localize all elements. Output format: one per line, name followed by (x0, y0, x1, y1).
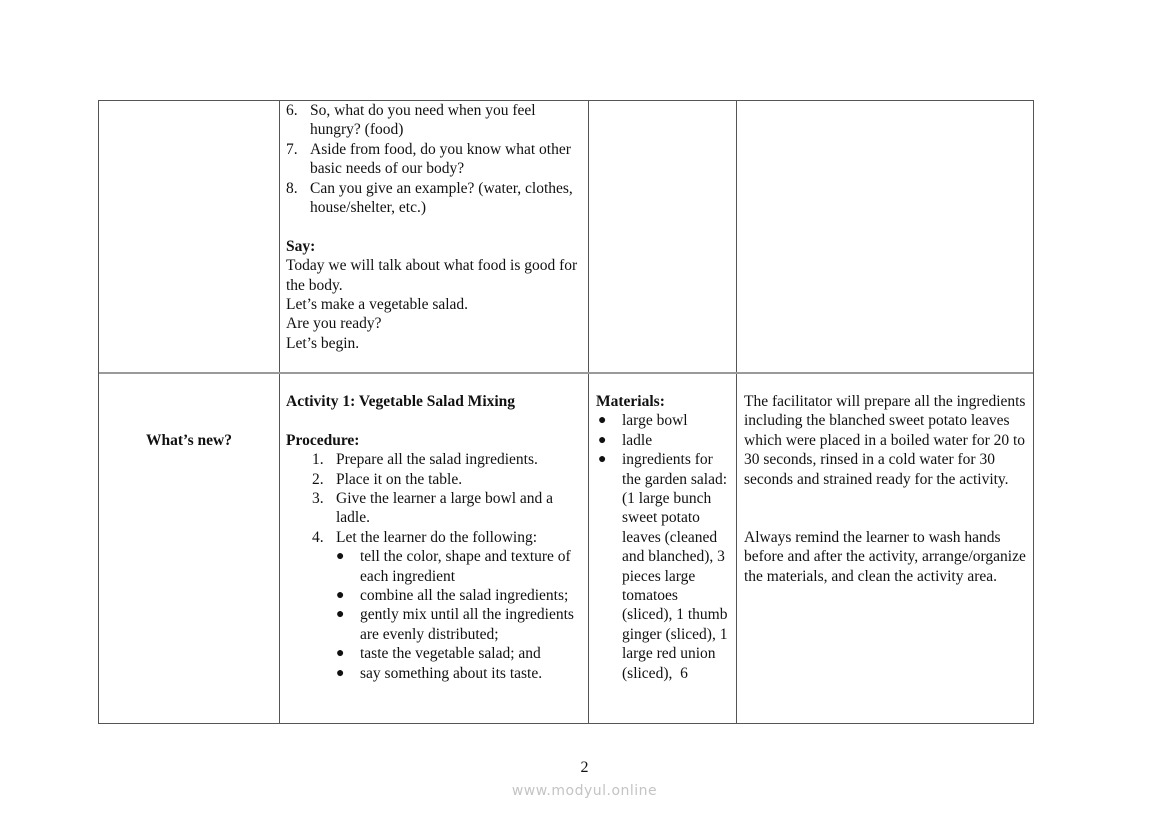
list-item (286, 140, 582, 179)
page-number: 2 (580, 759, 589, 776)
list-item (286, 528, 582, 547)
bullet-icon: ● (598, 452, 607, 468)
list-item (286, 470, 582, 489)
item-text: gently mix until all the ingredients are evenly distributed; (360, 606, 574, 643)
item-text: Prepare all the salad ingredients. (336, 451, 538, 469)
row1-procedure-cell (280, 101, 588, 353)
item-text: say something about its taste. (360, 664, 543, 682)
notes-cell (737, 392, 1033, 586)
list-item (286, 101, 582, 140)
say-line: Are you ready? (286, 315, 382, 333)
bullet-icon: ● (598, 413, 607, 429)
item-text: combine all the salad ingredients; (360, 587, 569, 605)
item-number: 8. (286, 179, 298, 197)
materials-cell (589, 392, 736, 683)
item-number: 4. (312, 528, 324, 546)
item-number: 1. (312, 451, 324, 469)
item-text: Let the learner do the following: (336, 528, 538, 546)
item-text: Can you give an example? (water, clothes, house/shelter, etc.) (310, 179, 573, 217)
say-label: Say: (286, 237, 316, 255)
bullet-icon: ● (336, 665, 345, 681)
bullet-icon: ● (336, 607, 345, 623)
material-item (596, 411, 732, 430)
say-line: Today we will talk about what food is good for the body. (286, 257, 578, 294)
question-list (286, 101, 582, 217)
material-item (596, 431, 732, 450)
item-text: large bowl (622, 412, 688, 430)
bullet-icon: ● (336, 588, 345, 604)
row-divider (99, 372, 1033, 374)
item-text: So, what do you need when you feel hungry? (food) (310, 102, 536, 139)
sub-list-item (286, 605, 582, 644)
item-text: Aside from food, do you know what other basic needs of our body? (310, 140, 571, 178)
item-text: taste the vegetable salad; and (360, 645, 541, 663)
item-text: Place it on the table. (336, 470, 463, 488)
bullet-icon: ● (336, 646, 345, 662)
material-item (596, 450, 732, 683)
sub-list-item (286, 664, 582, 683)
list-item (286, 450, 582, 469)
bullet-icon: ● (336, 549, 345, 565)
list-item (286, 489, 582, 528)
note-paragraph: The facilitator will prepare all the ingredients including the blanched sweet potato leaves which were placed in a boiled water for 20 to 30 seconds, rinsed in a cold water for 30 seconds and strained ready for the activity. (744, 393, 1026, 488)
item-text: tell the color, shape and texture of each ingredient (360, 548, 571, 585)
bullet-icon: ● (598, 432, 607, 448)
watermark: www.modyul.online (511, 783, 658, 799)
item-text: Give the learner a large bowl and a ladle. (336, 490, 554, 527)
row2-procedure-cell (280, 392, 588, 683)
list-item (286, 179, 582, 218)
item-text: ingredients for the garden salad: (1 large bunch sweet potato leaves (cleaned and blanched), 3 pieces large tomatoes (sliced), 1 thumb ginger (sliced), 1 large red union (sliced), 6 (622, 451, 732, 682)
sub-list-item (286, 586, 582, 605)
procedure-label: Procedure: (286, 431, 360, 449)
item-number: 3. (312, 490, 324, 508)
lesson-plan-table (98, 100, 1034, 724)
activity-title: Activity 1: Vegetable Salad Mixing (286, 393, 516, 410)
row-label: What’s new? (146, 432, 232, 449)
say-line: Let’s begin. (286, 334, 360, 352)
note-paragraph: Always remind the learner to wash hands before and after the activity, arrange/organize the materials, and clean the activity area. (744, 528, 1026, 585)
item-number: 6. (286, 102, 298, 119)
sub-list-item (286, 644, 582, 663)
item-number: 2. (312, 470, 324, 488)
materials-label: Materials: (596, 393, 665, 410)
say-line: Let’s make a vegetable salad. (286, 296, 469, 314)
item-text: ladle (622, 431, 653, 449)
sub-list-item (286, 547, 582, 586)
item-number: 7. (286, 140, 298, 158)
